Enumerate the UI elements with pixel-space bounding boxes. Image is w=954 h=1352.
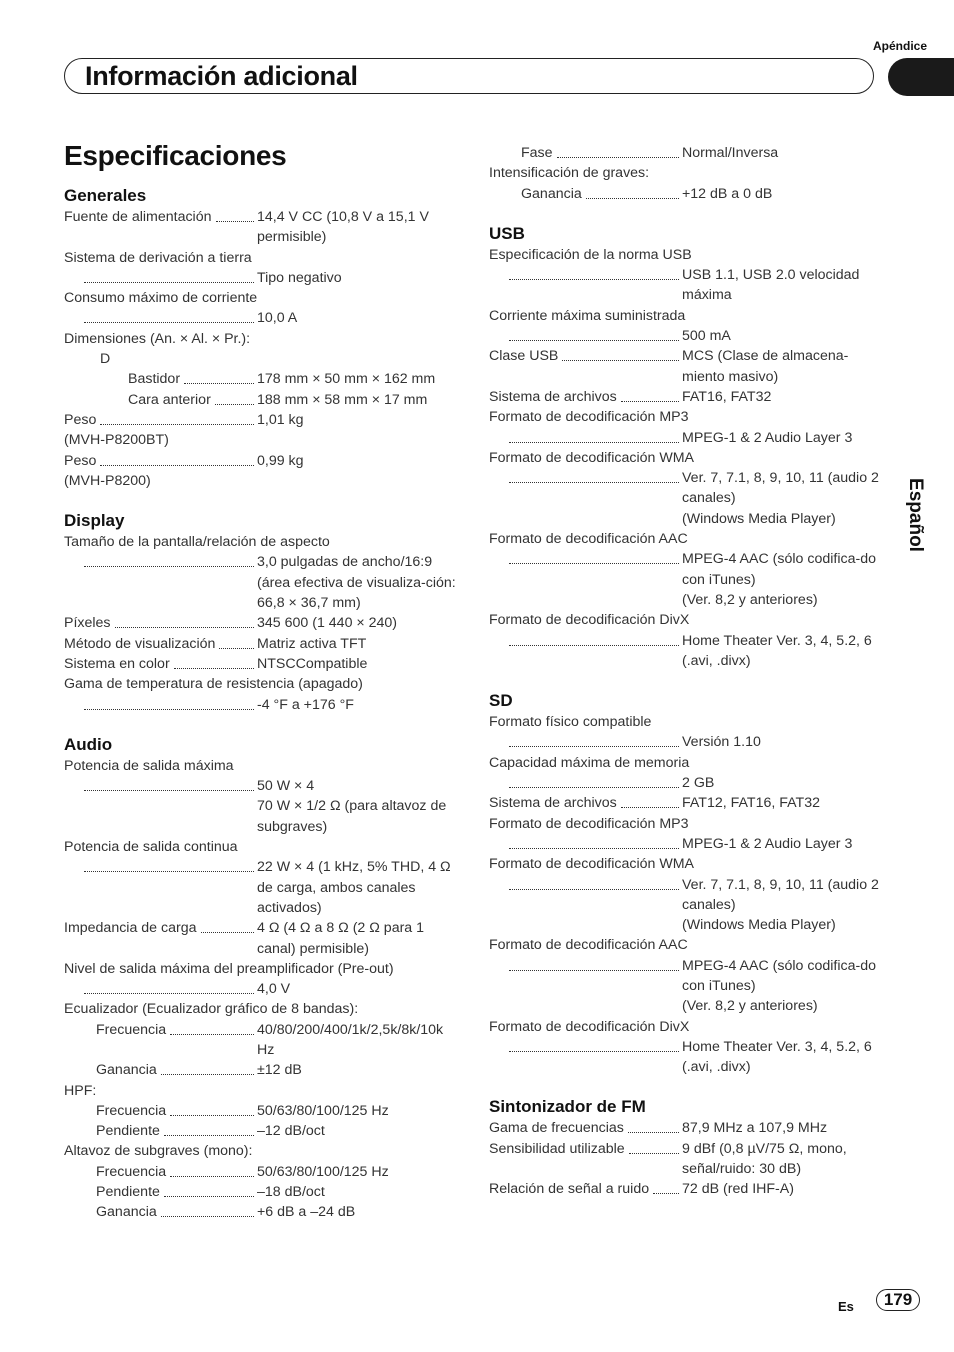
spec-row — [489, 834, 889, 854]
spec-label — [64, 634, 257, 654]
leader-dots — [84, 776, 254, 791]
spec-label-text: Cara anterior — [128, 391, 211, 408]
spec-row: D — [100, 351, 111, 368]
leader-dots — [509, 1037, 679, 1052]
spec-value: 72 dB (red IHF-A) — [682, 1181, 794, 1198]
leader-dots — [509, 834, 679, 849]
spec-label-text: Frecuencia — [96, 1163, 167, 1180]
spec-label — [489, 732, 682, 747]
spec-label — [489, 265, 682, 280]
spec-row — [64, 979, 464, 999]
leader-dots — [84, 979, 254, 994]
spec-row — [489, 1037, 889, 1078]
spec-label-text: Sistema de archivos — [489, 388, 617, 405]
language-side-label — [898, 470, 932, 560]
spec-list-generales — [64, 207, 464, 491]
spec-label-text: Fuente de alimentación — [64, 209, 212, 225]
spec-label — [64, 1182, 257, 1202]
leader-dots — [164, 1121, 254, 1136]
spec-row — [64, 308, 464, 328]
leader-dots — [509, 773, 679, 788]
spec-row — [489, 346, 889, 387]
spec-label-text: Sensibilidad utilizable — [489, 1140, 625, 1157]
spec-value: Normal/Inversa — [682, 145, 779, 161]
leader-dots — [100, 410, 254, 425]
spec-row — [489, 793, 889, 813]
leader-dots — [509, 265, 679, 280]
spec-label-text: Peso — [64, 411, 97, 428]
section-label: Apéndice — [872, 39, 927, 53]
spec-value: MPEG-4 AAC (sólo codifica-do con iTunes) — [682, 551, 876, 588]
leader-dots — [629, 1139, 679, 1154]
spec-label — [64, 1101, 257, 1121]
spec-row — [489, 468, 889, 509]
spec-row — [489, 326, 889, 346]
spec-value: 50/63/80/100/125 Hz — [257, 1102, 389, 1119]
spec-label — [489, 793, 682, 813]
spec-list-sd — [489, 712, 889, 1077]
spec-row: Formato de decodificación AAC — [489, 937, 688, 954]
leader-dots — [219, 634, 254, 649]
spec-row — [489, 590, 889, 610]
spec-label — [489, 428, 682, 443]
spec-row — [489, 732, 889, 752]
footer-language: Es — [838, 1299, 854, 1314]
spec-row: Nivel de salida máxima del preamplificador (Pre-out) — [64, 960, 394, 977]
spec-row — [64, 613, 464, 633]
spec-label-text: Pendiente — [96, 1123, 160, 1140]
spec-value: -4 °F a +176 °F — [257, 696, 354, 713]
spec-row — [64, 552, 464, 613]
spec-value: MPEG-4 AAC (sólo codifica-do con iTunes) — [682, 957, 876, 994]
spec-row: Sistema de derivación a tierra — [64, 249, 252, 266]
spec-list-usb — [489, 245, 889, 671]
spec-label — [64, 857, 257, 872]
spec-value: MCS (Clase de almacena-miento masivo) — [682, 348, 849, 385]
section-heading-fm: Sintonizador de FM — [489, 1097, 646, 1117]
spec-label — [489, 631, 682, 646]
spec-row: HPF: — [64, 1082, 97, 1099]
spec-row: Tamaño de la pantalla/relación de aspecto — [64, 534, 330, 551]
spec-label — [489, 1118, 682, 1138]
chapter-tab — [888, 58, 954, 96]
leader-dots — [509, 875, 679, 890]
spec-row — [489, 631, 889, 672]
spec-label — [64, 410, 257, 430]
leader-dots — [509, 549, 679, 564]
leader-dots — [509, 468, 679, 483]
spec-label-text: Pendiente — [96, 1184, 160, 1201]
spec-value: 345 600 (1 440 × 240) — [257, 615, 398, 632]
spec-row: Formato físico compatible — [489, 714, 652, 731]
language-side-text: Español — [905, 478, 926, 552]
spec-label — [64, 1202, 257, 1222]
spec-row: Potencia de salida máxima — [64, 757, 234, 774]
spec-label — [64, 369, 257, 389]
spec-value: (Windows Media Player) — [682, 510, 836, 527]
spec-value: Matriz activa TFT — [257, 635, 367, 652]
spec-label — [64, 451, 257, 471]
leader-dots — [170, 1020, 254, 1035]
spec-row: Formato de decodificación DivX — [489, 1018, 690, 1035]
spec-value: 9 dBf (0,8 µV/75 Ω, mono, señal/ruido: 30 dB) — [682, 1140, 847, 1178]
spec-label-text: Bastidor — [128, 371, 181, 388]
spec-label-text: Fase — [521, 145, 553, 161]
spec-value: Ver. 7, 7.1, 8, 9, 10, 11 (audio 2 canales) — [682, 876, 879, 913]
spec-row: Consumo máximo de corriente — [64, 290, 258, 307]
section-heading-sd: SD — [489, 691, 513, 711]
spec-label-text: Gama de frecuencias — [489, 1120, 624, 1137]
left-column — [64, 185, 464, 1223]
spec-label-text: Frecuencia — [96, 1102, 167, 1119]
spec-row — [489, 509, 889, 529]
spec-row — [489, 1118, 889, 1138]
spec-label — [64, 1121, 257, 1141]
leader-dots — [161, 1202, 254, 1217]
spec-label — [64, 552, 257, 567]
leader-dots — [84, 552, 254, 567]
spec-row — [64, 390, 464, 410]
leader-dots — [174, 654, 254, 669]
spec-row: Gama de temperatura de resistencia (apagado) — [64, 676, 363, 693]
spec-row: Dimensiones (An. × Al. × Pr.): — [64, 330, 251, 347]
spec-row — [64, 1202, 464, 1222]
spec-label — [64, 1020, 257, 1040]
spec-row: Formato de decodificación MP3 — [489, 409, 689, 426]
leader-dots — [161, 1060, 254, 1075]
spec-value: 4,0 V — [257, 981, 291, 998]
spec-value: 0,99 kg — [257, 452, 304, 469]
spec-label — [489, 1179, 682, 1199]
spec-row — [64, 1060, 464, 1080]
leader-dots — [170, 1162, 254, 1177]
spec-list-audio — [64, 756, 464, 1223]
spec-row — [489, 387, 889, 407]
leader-dots — [84, 308, 254, 323]
spec-row — [489, 996, 889, 1016]
leader-dots — [84, 857, 254, 872]
spec-value: 500 mA — [682, 328, 731, 345]
spec-value: FAT12, FAT16, FAT32 — [682, 795, 820, 812]
spec-value: 10,0 A — [257, 310, 298, 327]
spec-value: +6 dB a –24 dB — [257, 1204, 356, 1221]
spec-label-text: Píxeles — [64, 615, 111, 632]
spec-value: USB 1.1, USB 2.0 velocidad máxima — [682, 267, 860, 304]
spec-value: 50/63/80/100/125 Hz — [257, 1163, 389, 1180]
spec-value: Home Theater Ver. 3, 4, 5.2, 6 (.avi, .divx) — [682, 1038, 872, 1076]
spec-row: (MVH-P8200) — [64, 472, 151, 489]
spec-label — [64, 1162, 257, 1182]
spec-value: MPEG-1 & 2 Audio Layer 3 — [682, 429, 853, 446]
spec-value: ±12 dB — [257, 1062, 302, 1079]
spec-value: 87,9 MHz a 107,9 MHz — [682, 1120, 828, 1137]
spec-row: Formato de decodificación WMA — [489, 856, 695, 873]
spec-row: Intensificación de graves: — [489, 165, 650, 182]
spec-label — [64, 308, 257, 323]
spec-value: 50 W × 4 — [257, 778, 315, 795]
spec-label — [489, 468, 682, 483]
spec-label — [489, 834, 682, 849]
right-column — [489, 143, 889, 1200]
leader-dots — [100, 451, 254, 466]
spec-label-text: Método de visualización — [64, 635, 216, 652]
spec-row — [489, 265, 889, 306]
spec-row: Corriente máxima suministrada — [489, 307, 686, 324]
leader-dots — [509, 428, 679, 443]
spec-list-fm — [489, 1118, 889, 1199]
leader-dots — [621, 387, 679, 402]
spec-row: Formato de decodificación DivX — [489, 612, 690, 629]
spec-value: NTSCCompatible — [257, 655, 368, 672]
spec-label — [489, 326, 682, 341]
spec-label-text: Sistema de archivos — [489, 795, 617, 812]
spec-value: 22 W × 4 (1 kHz, 5% THD, 4 Ω de carga, ambos canales activados) — [257, 859, 451, 916]
section-heading-display: Display — [64, 511, 125, 531]
spec-value: 4 Ω (4 Ω a 8 Ω (2 Ω para 1 canal) permisible) — [257, 920, 425, 957]
spec-row — [64, 776, 464, 796]
spec-label-text: Ganancia — [96, 1062, 157, 1079]
spec-label — [64, 207, 257, 227]
leader-dots — [84, 695, 254, 710]
spec-label-text: Impedancia de carga — [64, 920, 197, 937]
spec-label-text: Peso — [64, 452, 97, 469]
spec-label — [64, 1060, 257, 1080]
spec-value: Versión 1.10 — [682, 734, 761, 751]
spec-label — [64, 776, 257, 791]
spec-value: (Ver. 8,2 y anteriores) — [682, 998, 818, 1015]
spec-label — [64, 695, 257, 710]
leader-dots — [509, 732, 679, 747]
spec-row — [489, 773, 889, 793]
leader-dots — [115, 613, 254, 628]
leader-dots — [557, 143, 679, 158]
spec-row — [489, 875, 889, 916]
page-title: Especificaciones — [64, 140, 287, 171]
spec-row — [489, 1139, 889, 1180]
spec-label — [64, 979, 257, 994]
spec-value: 3,0 pulgadas de ancho/16:9 (área efectiva de visualiza-ción: 66,8 × 36,7 mm) — [257, 554, 456, 612]
spec-label-text: Ganancia — [96, 1204, 157, 1221]
spec-label — [64, 613, 257, 633]
spec-label — [489, 1037, 682, 1052]
spec-row — [64, 268, 464, 288]
leader-dots — [215, 390, 254, 405]
spec-row: Capacidad máxima de memoria — [489, 754, 690, 771]
spec-label — [489, 773, 682, 788]
section-heading-usb: USB — [489, 223, 525, 243]
spec-row — [489, 549, 889, 590]
spec-value: –18 dB/oct — [257, 1184, 325, 1201]
spec-row — [489, 184, 889, 204]
leader-dots — [164, 1182, 254, 1197]
spec-value: 1,01 kg — [257, 411, 304, 428]
spec-label — [64, 654, 257, 674]
spec-value: FAT16, FAT32 — [682, 388, 772, 405]
spec-row — [64, 1101, 464, 1121]
spec-label — [489, 956, 682, 971]
spec-row — [489, 1179, 889, 1199]
spec-value: 188 mm × 58 mm × 17 mm — [257, 391, 428, 408]
spec-value: 178 mm × 50 mm × 162 mm — [257, 371, 436, 388]
spec-label — [64, 268, 257, 283]
spec-value: (Windows Media Player) — [682, 917, 836, 934]
spec-value: 14,4 V CC (10,8 V a 15,1 V permisible) — [257, 209, 429, 246]
leader-dots — [621, 793, 679, 808]
header-banner — [64, 58, 874, 94]
spec-row — [64, 1121, 464, 1141]
leader-dots — [216, 207, 255, 222]
spec-row — [489, 915, 889, 935]
leader-dots — [170, 1101, 254, 1116]
leader-dots — [509, 956, 679, 971]
spec-row: Formato de decodificación MP3 — [489, 815, 689, 832]
page-number: 179 — [876, 1289, 920, 1311]
leader-dots — [201, 918, 254, 933]
spec-row — [64, 654, 464, 674]
spec-value: (Ver. 8,2 y anteriores) — [682, 591, 818, 608]
spec-row — [64, 634, 464, 654]
spec-label — [489, 875, 682, 890]
section-heading-audio: Audio — [64, 734, 113, 754]
spec-row: Ecualizador (Ecualizador gráfico de 8 bandas): — [64, 1001, 359, 1018]
spec-row — [64, 796, 464, 837]
spec-label-text: Relación de señal a ruido — [489, 1181, 650, 1198]
spec-row: Formato de decodificación WMA — [489, 449, 695, 466]
spec-row — [64, 857, 464, 918]
section-heading-generales: Generales — [64, 186, 147, 205]
spec-row: (MVH-P8200BT) — [64, 432, 169, 449]
spec-label — [489, 1139, 682, 1159]
spec-value: Tipo negativo — [257, 269, 342, 286]
spec-label — [64, 390, 257, 410]
spec-label-text: Frecuencia — [96, 1021, 167, 1038]
leader-dots — [562, 346, 679, 361]
spec-row — [64, 369, 464, 389]
spec-label-text: Ganancia — [521, 185, 582, 202]
spec-list-audio-cont — [489, 143, 889, 204]
spec-row — [64, 207, 464, 248]
leader-dots — [84, 268, 254, 283]
spec-label-text: Sistema en color — [64, 655, 170, 672]
spec-row — [64, 1182, 464, 1202]
spec-row — [64, 1020, 464, 1061]
spec-value: MPEG-1 & 2 Audio Layer 3 — [682, 835, 853, 852]
leader-dots — [184, 369, 254, 384]
spec-row — [64, 410, 464, 430]
leader-dots — [628, 1118, 679, 1133]
spec-list-display — [64, 532, 464, 715]
spec-row — [64, 1162, 464, 1182]
spec-label — [489, 549, 682, 564]
spec-value: Home Theater Ver. 3, 4, 5.2, 6 (.avi, .divx) — [682, 632, 872, 669]
leader-dots — [586, 184, 679, 199]
spec-label — [489, 346, 682, 366]
spec-row: Especificación de la norma USB — [489, 246, 692, 263]
spec-value: 2 GB — [682, 775, 715, 792]
spec-row — [489, 143, 889, 163]
leader-dots — [653, 1179, 679, 1194]
spec-row — [64, 695, 464, 715]
spec-row — [64, 451, 464, 471]
spec-row — [489, 428, 889, 448]
spec-row — [64, 918, 464, 959]
spec-label — [489, 143, 682, 163]
header-title: Información adicional — [85, 61, 358, 91]
leader-dots — [509, 631, 679, 646]
spec-row: Formato de decodificación AAC — [489, 531, 688, 548]
spec-label — [489, 387, 682, 407]
spec-label-text: Clase USB — [489, 348, 559, 365]
spec-value: 70 W × 1/2 Ω (para altavoz de subgraves) — [257, 798, 447, 835]
spec-value: Ver. 7, 7.1, 8, 9, 10, 11 (audio 2 canales) — [682, 470, 879, 507]
spec-row: Altavoz de subgraves (mono): — [64, 1143, 253, 1160]
spec-label — [64, 918, 257, 938]
leader-dots — [509, 326, 679, 341]
spec-row: Potencia de salida continua — [64, 839, 238, 856]
spec-value: 40/80/200/400/1k/2,5k/8k/10k Hz — [257, 1021, 444, 1058]
spec-value: +12 dB a 0 dB — [682, 185, 773, 202]
spec-label — [489, 184, 682, 204]
spec-row — [489, 956, 889, 997]
spec-value: –12 dB/oct — [257, 1123, 325, 1140]
